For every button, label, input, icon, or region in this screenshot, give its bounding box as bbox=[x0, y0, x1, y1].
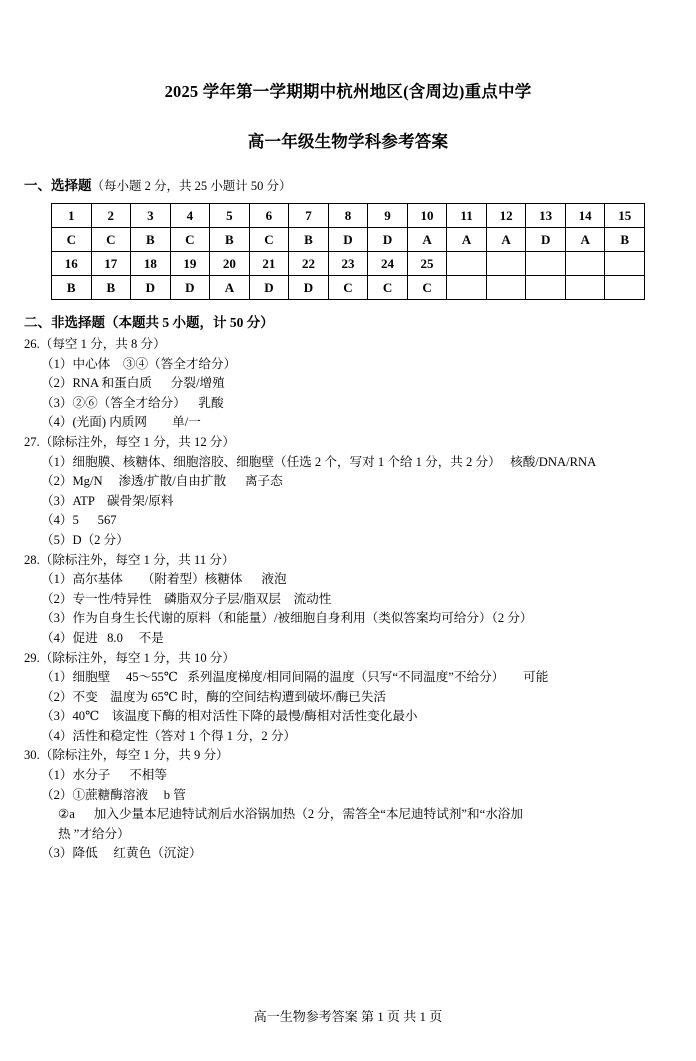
table-cell-empty bbox=[526, 276, 566, 300]
table-cell: 18 bbox=[131, 252, 171, 276]
question-head: 30.（除标注外，每空 1 分，共 9 分） bbox=[24, 748, 229, 763]
table-cell-empty bbox=[605, 252, 645, 276]
table-cell: 15 bbox=[605, 204, 645, 228]
table-cell: D bbox=[249, 276, 289, 300]
table-cell: 6 bbox=[249, 204, 289, 228]
table-cell: D bbox=[289, 276, 329, 300]
answer-line: （1）水分子 不相等 bbox=[41, 768, 167, 783]
table-cell: A bbox=[210, 276, 250, 300]
answer-line: （3）ATP 碳骨架/原料 bbox=[41, 493, 174, 508]
table-cell-empty bbox=[605, 276, 645, 300]
table-cell: 8 bbox=[328, 204, 368, 228]
table-cell: 11 bbox=[447, 204, 487, 228]
page-footer: 高一生物参考答案 第 1 页 共 1 页 bbox=[253, 1009, 443, 1024]
table-cell: 1 bbox=[52, 204, 92, 228]
table-cell: B bbox=[289, 228, 329, 252]
table-cell: 5 bbox=[210, 204, 250, 228]
answer-table bbox=[51, 203, 645, 300]
answers-body bbox=[24, 335, 696, 864]
table-cell: 13 bbox=[526, 204, 566, 228]
table-cell-empty bbox=[447, 276, 487, 300]
table-cell: 10 bbox=[407, 204, 447, 228]
section-heading-noncheoice bbox=[24, 311, 696, 331]
table-cell-empty bbox=[526, 252, 566, 276]
table-cell: D bbox=[526, 228, 566, 252]
table-cell: C bbox=[407, 276, 447, 300]
answer-line: （3）②⑥（答全才给分） 乳酸 bbox=[41, 395, 224, 410]
table-cell: D bbox=[170, 276, 210, 300]
table-row bbox=[52, 252, 645, 276]
table-cell: B bbox=[210, 228, 250, 252]
table-cell: 24 bbox=[368, 252, 408, 276]
section-note-choice: （每小题 2 分，共 25 小题计 50 分） bbox=[91, 179, 292, 193]
answer-line: （3）作为自身生长代谢的原料（和能量）/被细胞自身利用（类似答案均可给分）（2 分） bbox=[41, 611, 533, 626]
table-row bbox=[52, 204, 645, 228]
document-page bbox=[0, 78, 696, 1061]
table-cell: A bbox=[565, 228, 605, 252]
table-cell-empty bbox=[447, 252, 487, 276]
table-cell: 14 bbox=[565, 204, 605, 228]
table-cell: C bbox=[52, 228, 92, 252]
table-cell-empty bbox=[486, 252, 526, 276]
answer-line: ②a 加入少量本尼迪特试剂后水浴锅加热（2 分，需答全“本尼迪特试剂”和“水浴加 bbox=[58, 807, 523, 822]
question-head: 26.（每空 1 分，共 8 分） bbox=[24, 337, 166, 351]
answer-line: （4）活性和稳定性（答对 1 个得 1 分，2 分） bbox=[41, 728, 297, 743]
answer-line: （1）细胞膜、核糖体、细胞溶胶、细胞壁（任选 2 个，写对 1 个给 1 分，共 2 分） 核酸/DNA/RNA bbox=[41, 454, 597, 469]
table-cell: B bbox=[91, 276, 131, 300]
answer-line: （2）RNA 和蛋白质 分裂/增殖 bbox=[41, 376, 225, 391]
answer-line: （5）D（2 分） bbox=[41, 532, 129, 547]
table-cell: 17 bbox=[91, 252, 131, 276]
table-cell: 16 bbox=[52, 252, 92, 276]
table-cell: 9 bbox=[368, 204, 408, 228]
table-cell: 21 bbox=[249, 252, 289, 276]
table-cell: 12 bbox=[486, 204, 526, 228]
section-label-noncheoice: 二、非选择题 bbox=[24, 315, 105, 330]
table-cell-empty bbox=[565, 252, 605, 276]
table-cell: D bbox=[131, 276, 171, 300]
table-cell: D bbox=[368, 228, 408, 252]
table-cell: 7 bbox=[289, 204, 329, 228]
table-cell: 2 bbox=[91, 204, 131, 228]
answer-line: （2）专一性/特异性 磷脂双分子层/脂双层 流动性 bbox=[41, 591, 332, 606]
answer-line: （1）高尔基体 （附着型）核糖体 液泡 bbox=[41, 572, 287, 587]
section-heading-choice bbox=[24, 174, 696, 194]
table-cell: C bbox=[249, 228, 289, 252]
table-cell: A bbox=[447, 228, 487, 252]
answer-line: （1）中心体 ③④（答全才给分） bbox=[41, 356, 237, 371]
table-cell: 23 bbox=[328, 252, 368, 276]
answer-line: （2）Mg/N 渗透/扩散/自由扩散 离子态 bbox=[41, 474, 283, 489]
table-cell: 4 bbox=[170, 204, 210, 228]
table-cell: 3 bbox=[131, 204, 171, 228]
question-head: 29.（除标注外，每空 1 分，共 10 分） bbox=[24, 650, 235, 665]
table-cell: 22 bbox=[289, 252, 329, 276]
table-cell: C bbox=[368, 276, 408, 300]
table-cell: A bbox=[486, 228, 526, 252]
answer-line: （4）促进 8.0 不是 bbox=[41, 630, 164, 645]
answer-line: 热 ”才给分） bbox=[58, 826, 130, 841]
table-row bbox=[52, 228, 645, 252]
question-head: 28.（除标注外，每空 1 分，共 11 分） bbox=[24, 552, 235, 567]
table-cell: D bbox=[328, 228, 368, 252]
table-cell-empty bbox=[565, 276, 605, 300]
section-note-noncheoice: （本题共 5 小题，计 50 分） bbox=[105, 315, 274, 330]
answer-line: （3）40℃ 该温度下酶的相对活性下降的最慢/酶相对活性变化最小 bbox=[41, 709, 418, 724]
table-cell: 20 bbox=[210, 252, 250, 276]
table-cell: B bbox=[52, 276, 92, 300]
table-cell: A bbox=[407, 228, 447, 252]
question-head: 27.（除标注外，每空 1 分，共 12 分） bbox=[24, 434, 235, 449]
page-title-line1: 2025 学年第一学期期中杭州地区(含周边)重点中学 bbox=[164, 82, 532, 101]
table-row bbox=[52, 276, 645, 300]
table-cell: 25 bbox=[407, 252, 447, 276]
answer-line: （4）(光面) 内质网 单/一 bbox=[41, 415, 201, 430]
page-title-line2: 高一年级生物学科参考答案 bbox=[247, 132, 449, 151]
section-label-choice: 一、选择题 bbox=[24, 178, 92, 193]
answer-line: （2）①蔗糖酶溶液 b 管 bbox=[41, 787, 186, 802]
answer-line: （1）细胞壁 45～55℃ 系列温度梯度/相同间隔的温度（只写“不同温度”不给分） 可能 bbox=[41, 670, 549, 685]
table-cell: 19 bbox=[170, 252, 210, 276]
answer-line: （4）5 567 bbox=[41, 513, 117, 528]
table-cell: B bbox=[605, 228, 645, 252]
table-cell: B bbox=[131, 228, 171, 252]
answer-line: （3）降低 红黄色（沉淀） bbox=[41, 846, 202, 861]
table-cell-empty bbox=[486, 276, 526, 300]
table-cell: C bbox=[91, 228, 131, 252]
table-cell: C bbox=[328, 276, 368, 300]
table-cell: C bbox=[170, 228, 210, 252]
answer-line: （2）不变 温度为 65℃ 时，酶的空间结构遭到破坏/酶已失活 bbox=[41, 689, 387, 704]
